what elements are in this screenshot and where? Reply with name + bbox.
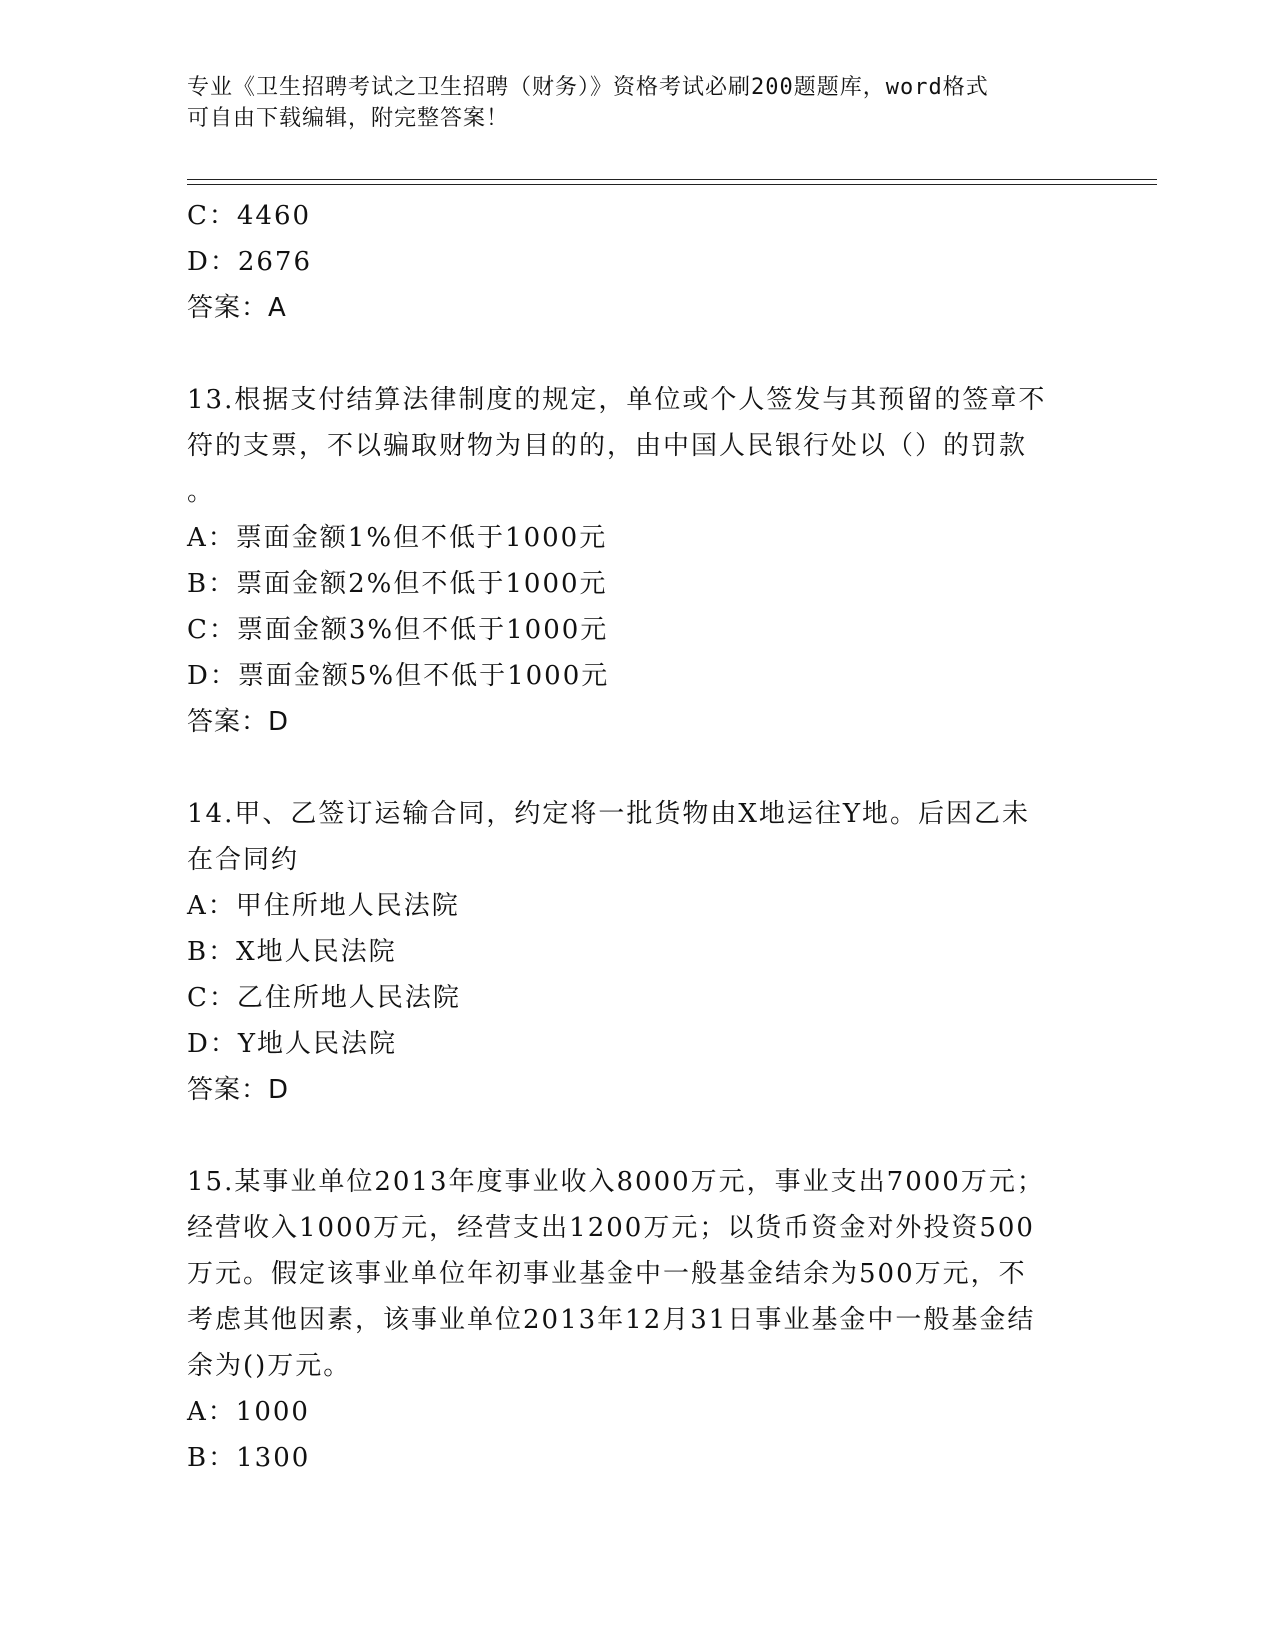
question-14 [187, 791, 1087, 1113]
spacer [187, 331, 1087, 377]
header-divider-top [187, 179, 1157, 180]
question-text-line: 万元。假定该事业单位年初事业基金中一般基金结余为500万元，不 [187, 1259, 1027, 1289]
question-text [187, 377, 1087, 515]
spacer [187, 1113, 1087, 1159]
question-15 [187, 1159, 1087, 1481]
option-c: C：4460 [187, 201, 312, 231]
document-header [187, 72, 1087, 134]
question-text-line: 符的支票，不以骗取财物为目的的，由中国人民银行处以（）的罚款 [187, 431, 1028, 461]
question-13 [187, 377, 1087, 745]
question-text-line: 。 [187, 477, 216, 507]
option-a: A：甲住所地人民法院 [187, 891, 460, 921]
spacer [187, 745, 1087, 791]
question-text-line: 余为()万元。 [187, 1351, 352, 1381]
option-a: A：票面金额1%但不低于1000元 [187, 523, 608, 553]
option-d: D：票面金额5%但不低于1000元 [187, 661, 610, 691]
question-text-line: 14.甲、乙签订运输合同，约定将一批货物由X地运往Y地。后因乙未 [187, 799, 1031, 829]
option-d: D：2676 [187, 247, 313, 277]
header-divider-bottom [187, 184, 1157, 185]
option-c: C：乙住所地人民法院 [187, 983, 461, 1013]
option-b: B：X地人民法院 [187, 937, 397, 967]
question-text-line: 15.某事业单位2013年度事业收入8000万元，事业支出7000万元； [187, 1167, 1045, 1197]
header-line-2: 可自由下载编辑，附完整答案！ [187, 106, 510, 131]
header-line-1: 专业《卫生招聘考试之卫生招聘（财务）》资格考试必刷200题题库，word格式 [187, 75, 989, 100]
question-text-line: 考虑其他因素，该事业单位2013年12月31日事业基金中一般基金结 [187, 1305, 1036, 1335]
option-d: D：Y地人民法院 [187, 1029, 398, 1059]
question-text-line: 13.根据支付结算法律制度的规定，单位或个人签发与其预留的签章不 [187, 385, 1047, 415]
question-content [187, 193, 1087, 1481]
option-b: B：1300 [187, 1443, 311, 1473]
option-a: A：1000 [187, 1397, 310, 1427]
answer-line: 答案：D [187, 707, 290, 737]
question-text-line: 在合同约 [187, 845, 300, 875]
option-c: C：票面金额3%但不低于1000元 [187, 615, 609, 645]
question-text [187, 791, 1087, 883]
previous-question-tail [187, 193, 1087, 331]
question-text [187, 1159, 1087, 1389]
answer-line: 答案：A [187, 293, 287, 323]
question-text-line: 经营收入1000万元，经营支出1200万元；以货币资金对外投资500 [187, 1213, 1035, 1243]
option-b: B：票面金额2%但不低于1000元 [187, 569, 608, 599]
answer-line: 答案：D [187, 1075, 290, 1105]
